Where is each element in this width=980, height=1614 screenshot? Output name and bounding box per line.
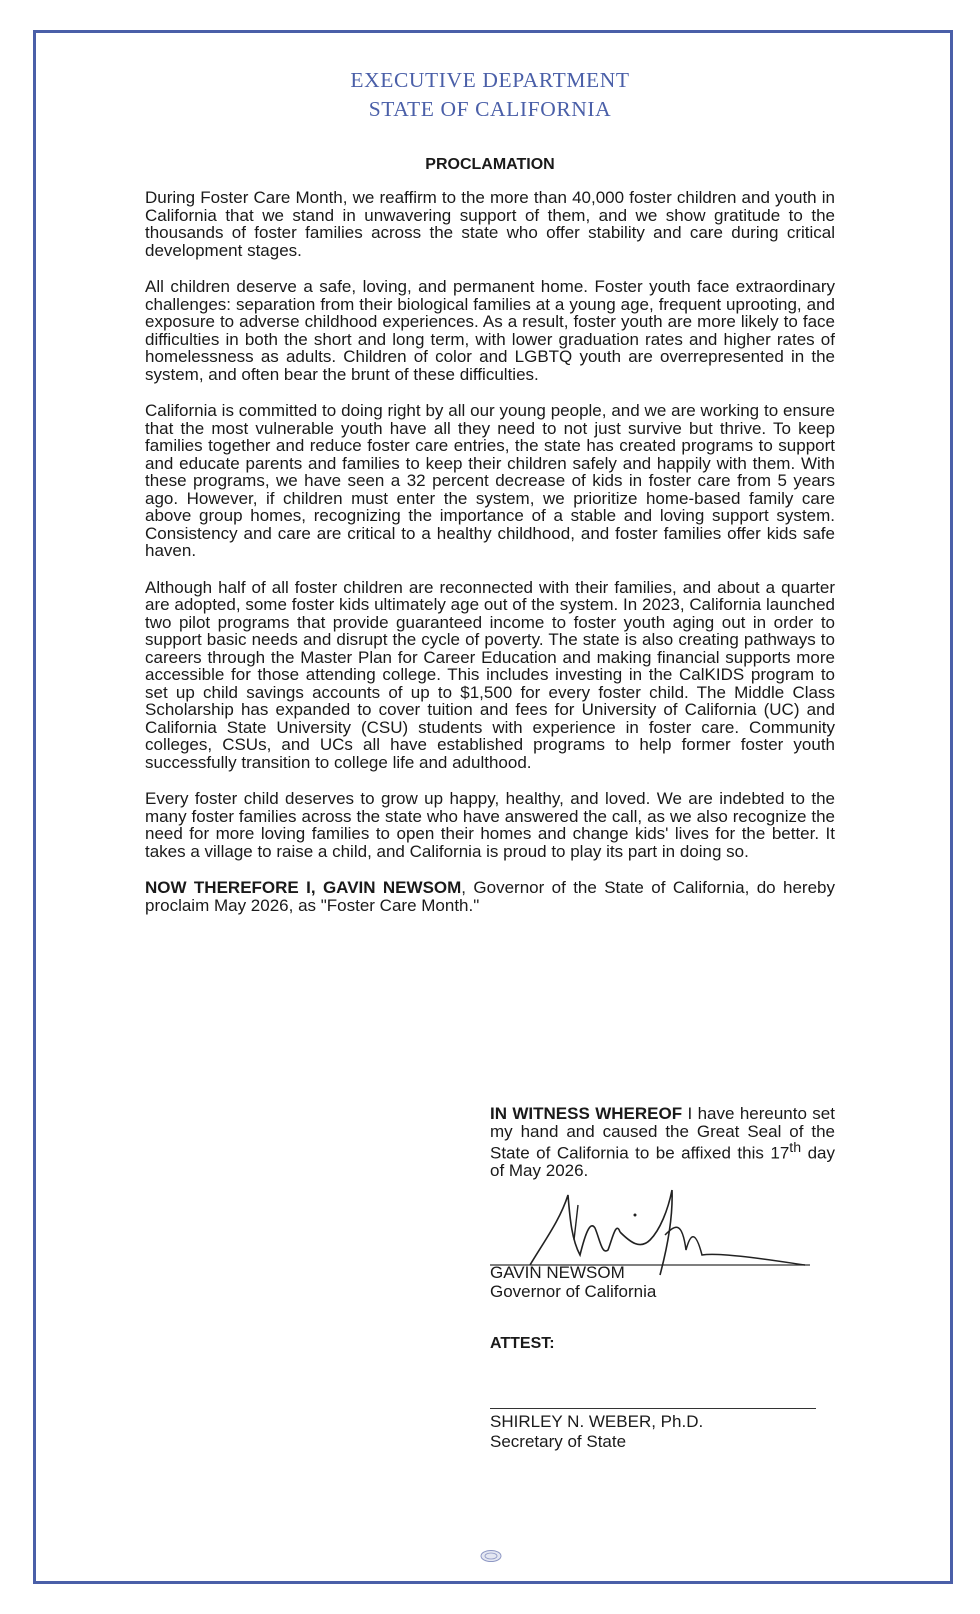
attest-label: ATTEST: [490,1335,555,1352]
now-therefore-text: , Governor of the State of California, do hereby proclaim May 2026, as "Foster Care Month." [145,878,835,915]
witness-ordinal: th [789,1140,802,1156]
proclamation-body [145,189,835,933]
paragraph-4: Although half of all foster children are reconnected with their families, and about a quarter are adopted, some foster kids ultimately age out of the system. In 2023, California launched two pilot programs that provide guaranteed income to foster youth aging out in order to support basic needs and disrupt the cycle of poverty. The state is also creating pathways to careers through the Master Plan for Career Education and making financial supports more accessible for those attending college. This includes investing in the CalKIDS program to set up child savings accounts of up to $1,500 for every foster child. The Middle Class Scholarship has expanded to cover tuition and fees for University of California (UC) and California State University (CSU) students with experience in foster care. Community colleges, CSUs, and UCs all have established programs to help former foster youth successfully transition to college life and adulthood. [145,577,835,772]
secretary-block [490,1412,703,1452]
paragraph-3: California is committed to doing right by all our young people, and we are working to ensure that the most vulnerable youth have all they need to not just survive but thrive. To keep families together and reduce foster care entries, the state has created programs to support and educate parents and families to keep their children safely and happily with them. With these programs, we have seen a 32 percent decrease of kids in foster care from 5 years ago. However, if children must enter the system, we prioritize home-based family care above group homes, recognizing the importance of a stable and loving support system. Consistency and care are critical to a healthy childhood, and foster families offer kids safe haven. [145,401,835,560]
witness-lead: IN WITNESS WHEREOF [490,1104,683,1123]
now-therefore-paragraph [145,879,835,914]
now-therefore-lead: NOW THEREFORE I, GAVIN NEWSOM [145,878,462,897]
seal-icon [480,1549,502,1568]
governor-name: GAVIN NEWSOM [490,1263,625,1282]
header-line-2: STATE OF CALIFORNIA [368,97,612,121]
secretary-title: Secretary of State [490,1432,627,1451]
governor-block [490,1263,656,1301]
paragraph-2: All children deserve a safe, loving, and permanent home. Foster youth face extraordinary challenges: separation from their biological families at a young age, frequent uprooting, and exposure to adverse childhood experiences. As a result, foster youth are more likely to face difficulties in both the short and long term, with lower graduation rates and higher rates of homelessness as adults. Children of color and LGBTQ youth are overrepresented in the system, and often bear the brunt of these difficulties. [145,277,835,384]
secretary-name: SHIRLEY N. WEBER, Ph.D. [490,1412,704,1431]
paragraph-1: During Foster Care Month, we reaffirm to the more than 40,000 foster children and youth in California that we stand in unwavering support of them, and we show gratitude to the thousands of foster families across the state who offer stability and care during critical development stages. [145,188,835,260]
proclamation-title: PROCLAMATION [425,156,555,173]
witness-text-1: I have hereunto set my hand and caused the Great Seal of the State of California to be affixed this 17 [490,1104,835,1163]
header-line-1: EXECUTIVE DEPARTMENT [350,68,630,92]
witness-paragraph [490,1105,835,1180]
governor-title: Governor of California [490,1282,657,1301]
department-header [0,66,980,124]
paragraph-5: Every foster child deserves to grow up happy, healthy, and loved. We are indebted to the many foster families across the state who have answered the call, as we also recognize the need for more loving families to open their homes and change kids' lives for the better. It takes a village to raise a child, and California is proud to play its part in doing so. [145,789,835,861]
secretary-signature-line [490,1408,816,1409]
witness-text-2: day of May 2026. [490,1143,835,1181]
